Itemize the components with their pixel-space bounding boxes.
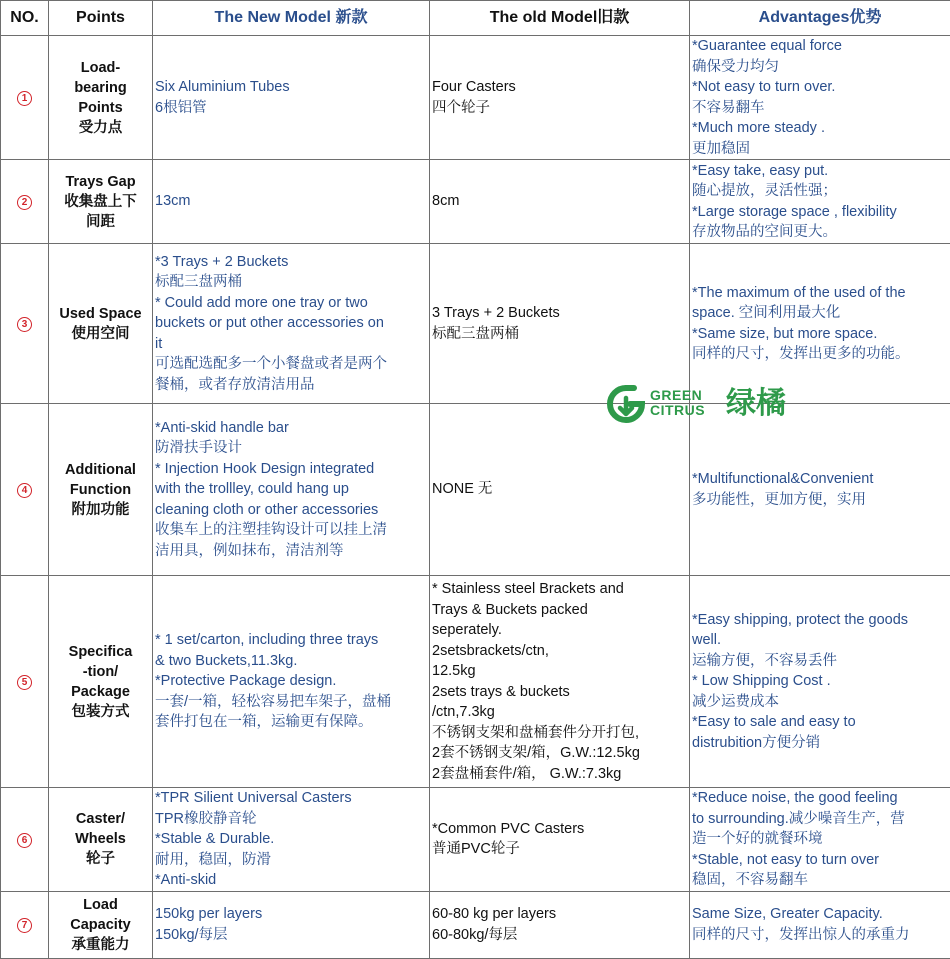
advantages-cell-line: *Much more steady . [692, 118, 948, 139]
old-model-cell [430, 404, 690, 576]
new-model-cell-line: TPR橡胶静音轮 [155, 809, 427, 830]
advantages-cell-line: 同样的尺寸，发挥出惊人的承重力 [692, 925, 948, 946]
point-cell [49, 244, 153, 404]
row-number-cell [1, 244, 49, 404]
new-model-cell-line: 标配三盘两桶 [155, 272, 427, 293]
advantages-cell-line: 同样的尺寸，发挥出更多的功能。 [692, 344, 948, 365]
advantages-cell [690, 404, 950, 576]
old-model-cell-line: 2setsbrackets/ctn, [432, 641, 687, 662]
new-model-cell-line: *Anti-skid [155, 870, 427, 891]
old-model-cell [430, 160, 690, 244]
point-cell-line: 轮子 [51, 849, 150, 869]
new-model-cell-line: * 1 set/carton, including three trays [155, 630, 427, 651]
point-cell [49, 160, 153, 244]
point-cell-line: Trays Gap [51, 172, 150, 192]
old-model-cell [430, 788, 690, 892]
new-model-cell [153, 576, 430, 788]
new-model-cell-line: *Stable & Durable. [155, 829, 427, 850]
advantages-cell-line: 确保受力均匀 [692, 57, 948, 78]
new-model-cell-line: 6根铝管 [155, 98, 427, 119]
advantages-cell-line: *Multifunctional&Convenient [692, 469, 948, 490]
advantages-cell-line: *Guarantee equal force [692, 36, 948, 57]
point-cell-line: 间距 [51, 212, 150, 232]
new-model-cell [153, 36, 430, 160]
row-number-cell [1, 576, 49, 788]
new-model-cell-line: buckets or put other accessories on [155, 313, 427, 334]
point-cell-line: Capacity [51, 915, 150, 935]
advantages-cell-line: distrubition方便分销 [692, 733, 948, 754]
table-row [1, 244, 950, 404]
advantages-cell-line: 不容易翻车 [692, 98, 948, 119]
row-number-badge: 3 [17, 317, 32, 332]
point-cell-line: 承重能力 [51, 935, 150, 955]
row-number-cell [1, 891, 49, 958]
row-number-badge: 6 [17, 833, 32, 848]
table-row [1, 160, 950, 244]
old-model-cell-line: Trays & Buckets packed [432, 600, 687, 621]
old-model-cell-line: 3 Trays + 2 Buckets [432, 303, 687, 324]
new-model-cell-line: *Anti-skid handle bar [155, 418, 427, 439]
table-row [1, 891, 950, 958]
advantages-cell-line: 多功能性，更加方便，实用 [692, 490, 948, 511]
new-model-cell-line: * Could add more one tray or two [155, 293, 427, 314]
advantages-cell-line: 更加稳固 [692, 139, 948, 160]
new-model-cell [153, 160, 430, 244]
point-cell-line: Load- [51, 58, 150, 78]
point-cell-line: Wheels [51, 829, 150, 849]
header-new-model: The New Model 新款 [153, 1, 430, 36]
advantages-cell [690, 576, 950, 788]
point-cell [49, 891, 153, 958]
old-model-cell-line: NONE 无 [432, 479, 687, 500]
new-model-cell-line: 一套/一箱，轻松容易把车架子，盘桶 [155, 692, 427, 713]
old-model-cell-line: *Common PVC Casters [432, 819, 687, 840]
advantages-cell-line: 存放物品的空间更大。 [692, 222, 948, 243]
logo-word-green: GREEN [650, 388, 705, 403]
row-number-cell [1, 788, 49, 892]
row-number-badge: 2 [17, 195, 32, 210]
advantages-cell-line: *Reduce noise, the good feeling [692, 788, 948, 809]
header-no: NO. [1, 1, 49, 36]
advantages-cell-line: Same Size, Greater Capacity. [692, 904, 948, 925]
new-model-cell-line: Six Aluminium Tubes [155, 77, 427, 98]
header-points: Points [49, 1, 153, 36]
old-model-cell-line: 2套盘桶套件/箱， G.W.:7.3kg [432, 764, 687, 785]
advantages-cell-line: *Same size, but more space. [692, 324, 948, 345]
old-model-cell-line: Four Casters [432, 77, 687, 98]
new-model-cell-line: 可选配选配多一个小餐盘或者是两个 [155, 354, 427, 375]
new-model-cell-line: 餐桶，或者存放清洁用品 [155, 375, 427, 396]
old-model-cell-line: 2套不锈钢支架/箱，G.W.:12.5kg [432, 743, 687, 764]
advantages-cell [690, 788, 950, 892]
point-cell-line: Package [51, 682, 150, 702]
header-advantages: Advantages优势 [690, 1, 950, 36]
row-number-badge: 1 [17, 91, 32, 106]
row-number-badge: 5 [17, 675, 32, 690]
point-cell-line: Used Space [51, 304, 150, 324]
advantages-cell-line: 减少运费成本 [692, 692, 948, 713]
old-model-cell-line: 四个轮子 [432, 98, 687, 119]
advantages-cell-line: * Low Shipping Cost . [692, 671, 948, 692]
point-cell-line: Specifica [51, 642, 150, 662]
point-cell-line: bearing [51, 78, 150, 98]
table-row [1, 404, 950, 576]
table-row [1, 576, 950, 788]
old-model-cell-line: seperately. [432, 620, 687, 641]
advantages-cell-line: well. [692, 630, 948, 651]
logo-word-citrus: CITRUS [650, 403, 705, 418]
old-model-cell [430, 36, 690, 160]
new-model-cell-line: * Injection Hook Design integrated [155, 459, 427, 480]
advantages-cell-line: *Easy to sale and easy to [692, 712, 948, 733]
new-model-cell-line: 洁用具，例如抹布，清洁剂等 [155, 541, 427, 562]
advantages-cell-line: *Large storage space , flexibility [692, 202, 948, 223]
point-cell-line: 使用空间 [51, 324, 150, 344]
point-cell-line: 包装方式 [51, 702, 150, 722]
old-model-cell-line: 12.5kg [432, 661, 687, 682]
new-model-cell-line: *TPR Silient Universal Casters [155, 788, 427, 809]
advantages-cell-line: *Not easy to turn over. [692, 77, 948, 98]
advantages-cell [690, 160, 950, 244]
new-model-cell-line: *3 Trays + 2 Buckets [155, 252, 427, 273]
advantages-cell-line: 稳固，不容易翻车 [692, 870, 948, 891]
advantages-cell [690, 36, 950, 160]
new-model-cell [153, 891, 430, 958]
point-cell [49, 404, 153, 576]
table-row [1, 36, 950, 160]
point-cell-line: Points [51, 98, 150, 118]
point-cell-line: Caster/ [51, 809, 150, 829]
point-cell [49, 788, 153, 892]
row-number-cell [1, 404, 49, 576]
old-model-cell-line: 普通PVC轮子 [432, 839, 687, 860]
new-model-cell [153, 404, 430, 576]
new-model-cell-line: 13cm [155, 191, 427, 212]
new-model-cell-line: with the trollley, could hang up [155, 479, 427, 500]
new-model-cell-line: *Protective Package design. [155, 671, 427, 692]
point-cell-line: Load [51, 895, 150, 915]
point-cell [49, 36, 153, 160]
new-model-cell-line: 150kg/每层 [155, 925, 427, 946]
old-model-cell-line: /ctn,7.3kg [432, 702, 687, 723]
point-cell-line: 受力点 [51, 118, 150, 138]
row-number-badge: 4 [17, 483, 32, 498]
old-model-cell-line: 标配三盘两桶 [432, 324, 687, 345]
new-model-cell-line: it [155, 334, 427, 355]
advantages-cell-line: to surrounding.减少噪音生产，营 [692, 809, 948, 830]
advantages-cell [690, 244, 950, 404]
new-model-cell [153, 244, 430, 404]
point-cell-line: Additional [51, 460, 150, 480]
header-old-model: The old Model旧款 [430, 1, 690, 36]
point-cell-line: -tion/ [51, 662, 150, 682]
advantages-cell-line: *Easy take, easy put. [692, 161, 948, 182]
logo-chinese-name: 绿橘 [726, 384, 786, 424]
advantages-cell-line: 随心提放，灵活性强； [692, 181, 948, 202]
advantages-cell-line: space. 空间利用最大化 [692, 303, 948, 324]
new-model-cell-line: cleaning cloth or other accessories [155, 500, 427, 521]
new-model-cell-line: 150kg per layers [155, 904, 427, 925]
row-number-badge: 7 [17, 918, 32, 933]
old-model-cell [430, 891, 690, 958]
advantages-cell-line: *Stable, not easy to turn over [692, 850, 948, 871]
row-number-cell [1, 160, 49, 244]
point-cell-line: 收集盘上下 [51, 192, 150, 212]
new-model-cell-line: 防滑扶手设计 [155, 438, 427, 459]
old-model-cell [430, 576, 690, 788]
new-model-cell [153, 788, 430, 892]
new-model-cell-line: 收集车上的注塑挂钩设计可以挂上清 [155, 520, 427, 541]
row-number-cell [1, 36, 49, 160]
new-model-cell-line: & two Buckets,11.3kg. [155, 651, 427, 672]
table-row [1, 788, 950, 892]
advantages-cell [690, 891, 950, 958]
point-cell-line: Function [51, 480, 150, 500]
new-model-cell-line: 耐用，稳固，防滑 [155, 850, 427, 871]
advantages-cell-line: 造一个好的就餐环境 [692, 829, 948, 850]
point-cell-line: 附加功能 [51, 500, 150, 520]
old-model-cell-line: 2sets trays & buckets [432, 682, 687, 703]
advantages-cell-line: *The maximum of the used of the [692, 283, 948, 304]
old-model-cell-line: * Stainless steel Brackets and [432, 579, 687, 600]
header-row [1, 1, 950, 36]
point-cell [49, 576, 153, 788]
advantages-cell-line: 运输方便，不容易丢件 [692, 651, 948, 672]
old-model-cell-line: 不锈钢支架和盘桶套件分开打包, [432, 723, 687, 744]
old-model-cell-line: 8cm [432, 191, 687, 212]
old-model-cell-line: 60-80 kg per layers [432, 904, 687, 925]
old-model-cell-line: 60-80kg/每层 [432, 925, 687, 946]
old-model-cell [430, 244, 690, 404]
new-model-cell-line: 套件打包在一箱，运输更有保障。 [155, 712, 427, 733]
advantages-cell-line: *Easy shipping, protect the goods [692, 610, 948, 631]
